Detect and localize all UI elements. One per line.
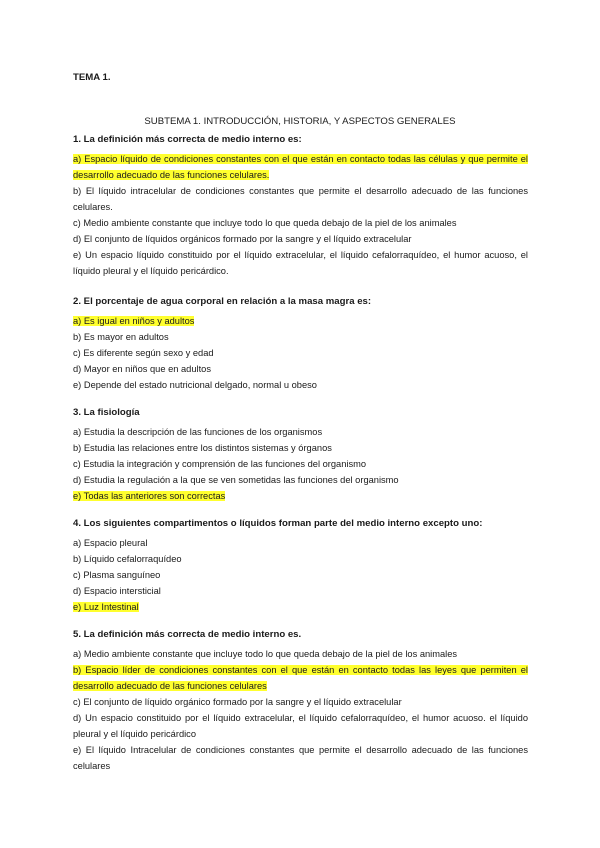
option-text: b) Espacio líder de condiciones constantes con el que están en contacto todas las leyes que permiten el desarrollo adecuado de las funciones celulares	[73, 665, 528, 691]
option-a	[73, 535, 528, 551]
option-b	[73, 183, 528, 215]
option-c	[73, 456, 528, 472]
option-e	[73, 742, 528, 774]
option-text: d) El conjunto de líquidos orgánicos formado por la sangre y el líquido extracelular	[73, 234, 412, 244]
option-c	[73, 215, 528, 231]
question-1	[73, 133, 528, 279]
option-text: c) Medio ambiente constante que incluye todo lo que queda debajo de la piel de los animales	[73, 218, 457, 228]
option-c	[73, 694, 528, 710]
option-text: d) Mayor en niños que en adultos	[73, 364, 211, 374]
option-text: e) Un espacio líquido constituido por el líquido extracelular, el líquido cefalorraquídeo, el humor acuoso, el líquido pleural y el líquido pericárdico.	[73, 250, 528, 276]
question-5	[73, 628, 528, 774]
option-text: a) Medio ambiente constante que incluye todo lo que queda debajo de la piel de los animales	[73, 649, 458, 659]
option-b	[73, 662, 528, 694]
option-text: c) El conjunto de líquido orgánico formado por la sangre y el líquido extracelular	[73, 697, 402, 707]
option-d	[73, 361, 528, 377]
option-e	[73, 247, 528, 279]
option-a	[73, 424, 528, 440]
option-text: c) Es diferente según sexo y edad	[73, 348, 214, 358]
option-d	[73, 710, 528, 742]
option-text: b) Líquido cefalorraquídeo	[73, 554, 182, 564]
option-text: d) Espacio intersticial	[73, 586, 161, 596]
question-title: 3. La fisiología	[73, 407, 140, 418]
option-a	[73, 151, 528, 183]
option-text: a) Espacio pleural	[73, 538, 148, 548]
option-text: b) El líquido intracelular de condiciones constantes que permite el desarrollo adecuado de las funciones celulares.	[73, 186, 528, 212]
question-title: 4. Los siguientes compartimentos o líquidos forman parte del medio interno excepto uno:	[73, 518, 483, 529]
option-text: c) Plasma sanguíneo	[73, 570, 161, 580]
option-e	[73, 377, 528, 393]
option-c	[73, 345, 528, 361]
option-c	[73, 567, 528, 583]
option-e	[73, 488, 528, 504]
option-a	[73, 646, 528, 662]
question-title: 1. La definición más correcta de medio interno es:	[73, 134, 302, 145]
option-text: a) Espacio líquido de condiciones constantes con el que están en contacto todas las células y que permite el desarrollo adecuado de las funciones celulares.	[73, 154, 528, 180]
option-text: a) Es igual en niños y adultos	[73, 316, 195, 326]
option-text: d) Un espacio constituido por el líquido extracelular, el líquido cefalorraquídeo, el humor acuoso. el líquido pleural y el líquido pericárdico	[73, 713, 528, 739]
question-3	[73, 406, 528, 504]
option-a	[73, 313, 528, 329]
option-text: e) El líquido Intracelular de condiciones constantes que permite el desarrollo adecuado de las funciones celulares	[73, 745, 528, 771]
option-text: d) Estudia la regulación a la que se ven sometidas las funciones del organismo	[73, 475, 399, 485]
option-e	[73, 599, 528, 615]
option-text: a) Estudia la descripción de las funciones de los organismos	[73, 427, 323, 437]
option-b	[73, 551, 528, 567]
option-d	[73, 231, 528, 247]
tema-heading: TEMA 1.	[73, 72, 111, 83]
subtema-heading: SUBTEMA 1. INTRODUCCIÓN, HISTORIA, Y ASPECTOS GENERALES	[144, 116, 456, 127]
option-d	[73, 583, 528, 599]
option-b	[73, 329, 528, 345]
question-title: 5. La definición más correcta de medio interno es.	[73, 629, 302, 640]
question-4	[73, 517, 528, 615]
option-text: b) Estudia las relaciones entre los distintos sistemas y órganos	[73, 443, 332, 453]
option-text: b) Es mayor en adultos	[73, 332, 169, 342]
option-text: e) Luz Intestinal	[73, 602, 139, 612]
question-2	[73, 295, 528, 393]
option-d	[73, 472, 528, 488]
option-b	[73, 440, 528, 456]
option-text: e) Todas las anteriores son correctas	[73, 491, 226, 501]
option-text: c) Estudia la integración y comprensión de las funciones del organismo	[73, 459, 367, 469]
option-text: e) Depende del estado nutricional delgado, normal u obeso	[73, 380, 317, 390]
question-title: 2. El porcentaje de agua corporal en relación a la masa magra es:	[73, 296, 372, 307]
